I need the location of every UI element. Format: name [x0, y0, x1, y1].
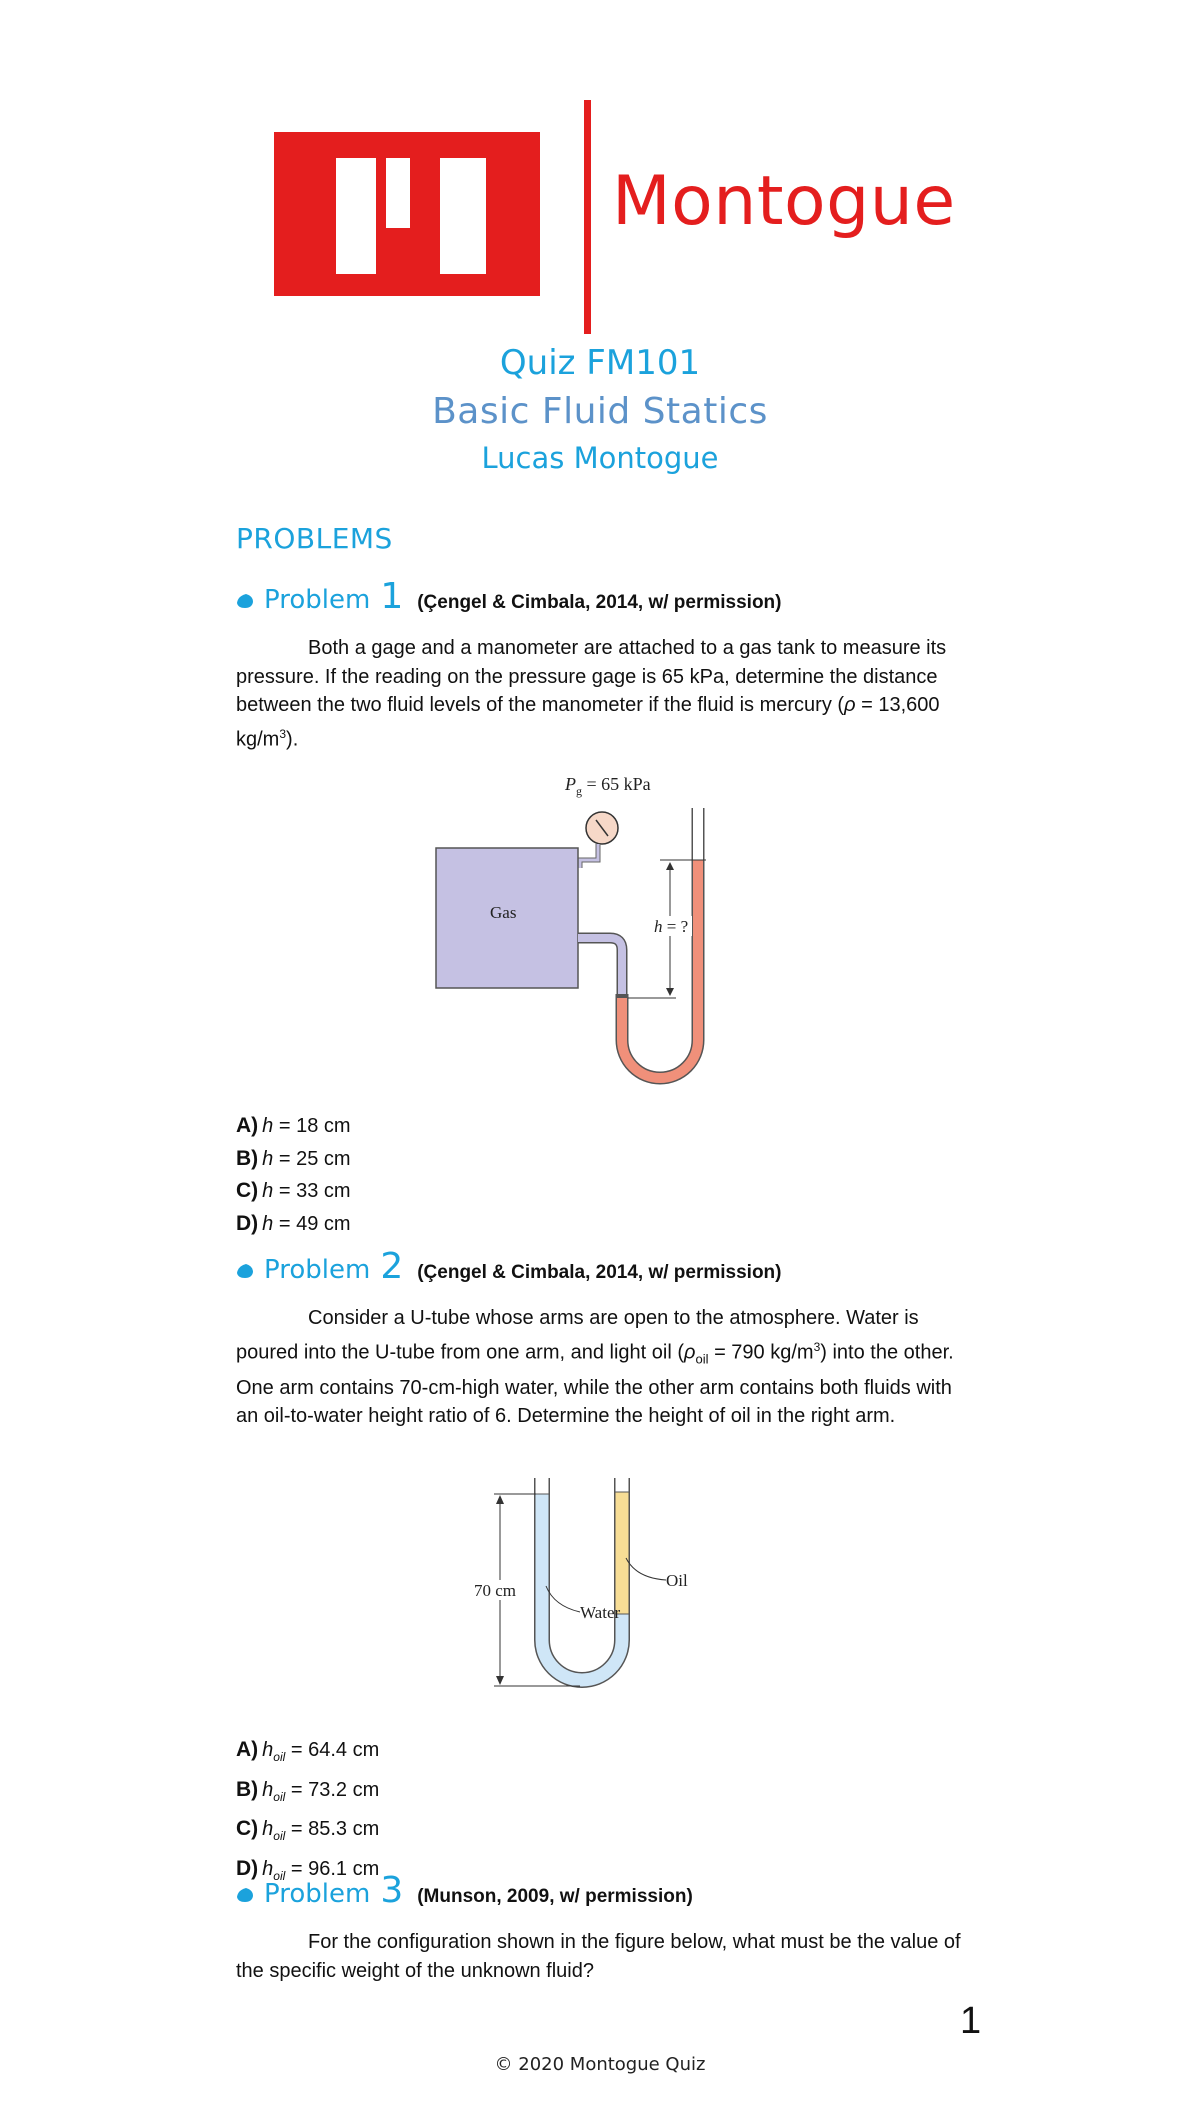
problem-1-heading — [236, 576, 782, 616]
u-tube-manometer — [622, 808, 698, 1078]
problem-3-text: For the configuration shown in the figure below, what must be the value of the specific weight of the unknown fluid? — [236, 1931, 961, 1982]
droplet-icon — [236, 593, 254, 609]
problem-2-text: Consider a U-tube whose arms are open to the atmosphere. Water is poured into the U-tube from one arm, and light oil ($\rho_{oil} = 790$ $kg/m^3$) into the other. One arm contains 70-cm-high water, while the other arm contains both fluids with an oil-to-water height ratio of 6. Determine the height of oil in the right arm. — [236, 1307, 954, 1428]
droplet-icon — [236, 1887, 254, 1903]
problem-1-word: Problem — [264, 585, 371, 615]
answer-option[interactable]: D) h = 49 cm — [236, 1211, 351, 1235]
author-name: Lucas Montogue — [481, 441, 719, 475]
svg-text:70 cm: 70 cm — [474, 1581, 517, 1600]
svg-text:Gas: Gas — [490, 903, 517, 922]
figure-gas-tank-manometer — [400, 768, 770, 1098]
problem-3-citation: (Munson, 2009, w/ permission) — [417, 1886, 693, 1907]
problem-3-heading — [236, 1870, 693, 1910]
problem-3-word: Problem — [264, 1879, 371, 1909]
answer-option[interactable]: A) $h_{oil} = 64.4$ cm — [236, 1738, 380, 1764]
svg-text:Water: Water — [580, 1603, 621, 1622]
problem-1-text: Both a gage and a manometer are attached to a gas tank to measure its pressure. If the reading on the pressure gage is 65 kPa, determine the distance between the two fluid levels of the manometer if the fluid is mercury (ρ = 13,600 $kg/m^3$). — [236, 637, 947, 751]
svg-text:h = ?: h = ? — [654, 917, 689, 936]
page-number: 1 — [960, 2000, 982, 2042]
section-title: PROBLEMS — [236, 522, 393, 555]
problem-1-citation: (Çengel & Cimbala, 2014, w/ permission) — [417, 592, 782, 613]
svg-text:Pg = 65 kPa: $P_g = 65$ kPa — [565, 774, 651, 798]
problem-1-answers — [236, 1110, 351, 1240]
quiz-title: Quiz FM101 — [499, 343, 701, 383]
problem-2-number: 2 — [380, 1246, 404, 1287]
answer-option[interactable]: C) h = 33 cm — [236, 1179, 351, 1202]
answer-option[interactable]: B) $h_{oil} = 73.2$ cm — [236, 1777, 380, 1804]
problem-2-citation: (Çengel & Cimbala, 2014, w/ permission) — [417, 1262, 782, 1283]
answer-option[interactable]: C) $h_{oil} = 85.3$ cm — [236, 1817, 380, 1843]
answer-option[interactable]: A) h = 18 cm — [236, 1114, 351, 1137]
footer-copyright: © 2020 Montogue Quiz — [494, 2054, 706, 2075]
subject-title: Basic Fluid Statics — [432, 391, 768, 432]
problem-2-word: Problem — [264, 1255, 371, 1285]
answer-option[interactable]: D) $h_{oil} = 96.1$ cm — [236, 1856, 380, 1883]
problem-2-answers — [236, 1734, 379, 1892]
brand-name: Montogue — [612, 162, 956, 241]
svg-text:Oil: Oil — [666, 1571, 688, 1590]
figure-u-tube-water-oil — [470, 1472, 750, 1712]
montogue-logo-icon — [274, 132, 540, 296]
problem-1-number: 1 — [380, 576, 404, 617]
problem-2-heading — [236, 1246, 782, 1286]
problem-3-number: 3 — [380, 1870, 404, 1911]
answer-option[interactable]: B) h = 25 cm — [236, 1146, 351, 1170]
droplet-icon — [236, 1263, 254, 1279]
logo-divider — [584, 100, 591, 334]
